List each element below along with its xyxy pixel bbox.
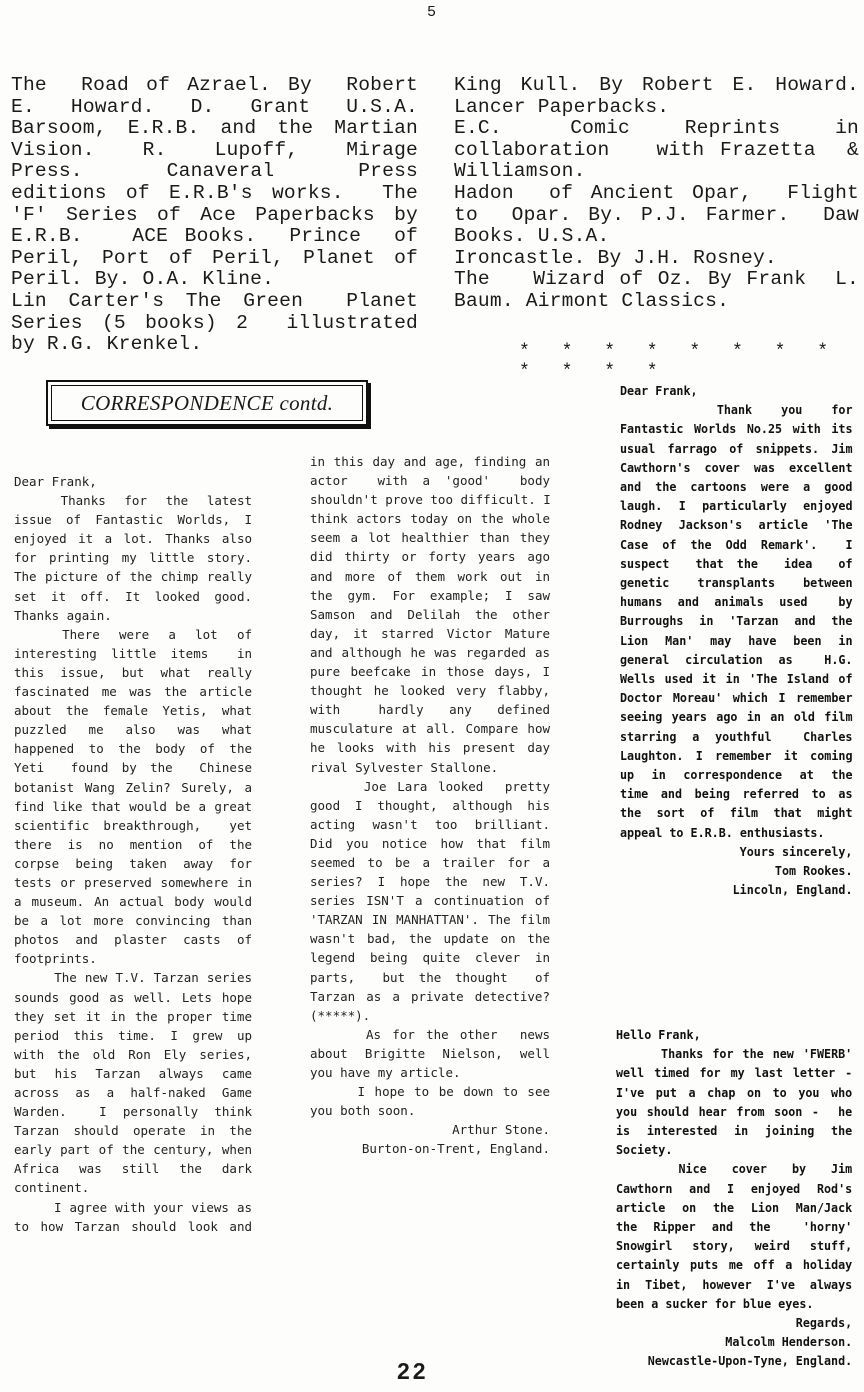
- letter-line: you both soon.: [310, 1103, 416, 1119]
- letter-line: seemed to be a trailer for a: [310, 854, 550, 870]
- letter-line: Yeti found by the Chinese: [14, 760, 252, 776]
- letter-line: acting wasn't too brilliant.: [310, 816, 550, 832]
- letter-line: laugh. I particularly enjoyed: [620, 498, 853, 514]
- letter-line: Thanks for the latest: [14, 493, 252, 509]
- booklist-line: 'F' Series of Ace Paperbacks by: [11, 203, 418, 226]
- letter-line: photos and plaster casts of: [14, 932, 252, 948]
- letter-malcolm-henderson: [616, 1025, 852, 1371]
- letter-line: Rodney Jackson's article 'The: [620, 517, 853, 533]
- letter-line: legend being quite clever in: [310, 950, 550, 966]
- letter-line: Samson and Delilah the other: [310, 606, 550, 622]
- letter-line: usual farrago of snippets. Jim: [620, 440, 853, 456]
- letter-line: issue of Fantastic Worlds, I: [14, 512, 252, 528]
- letter-line: period this time. I grew up: [14, 1027, 252, 1043]
- letter-line: tests or preserved somewhere in: [14, 874, 252, 890]
- letter-line: footprints.: [14, 951, 97, 967]
- letter-line: a museum. An actual body would: [14, 894, 252, 910]
- letter-line: and the cartoons were a good: [620, 479, 853, 495]
- letter-line: early part of the century, when: [14, 1142, 252, 1158]
- letter-line: is interested in joining the: [616, 1123, 853, 1139]
- letter-line: article on the Lion Man/Jack: [616, 1199, 853, 1215]
- letter-line: interesting little items in: [14, 645, 252, 661]
- booklist-line: Series (5 books) 2 illustrated: [11, 311, 418, 334]
- letter-line: pure beefcake in those days, I: [310, 664, 550, 680]
- letter-line: and more of them work out in: [310, 568, 550, 584]
- letter-line: rival Sylvester Stallone.: [310, 759, 499, 775]
- letter-line: Thanks for the new 'FWERB': [616, 1046, 853, 1062]
- letter-line: seem a lot healthier than they: [310, 530, 550, 546]
- letter-signature: Arthur Stone.: [452, 1122, 550, 1138]
- letter-line: 'TARZAN IN MANHATTAN'. The film: [310, 912, 550, 928]
- page-number-bottom: 22: [397, 1358, 429, 1384]
- letter-line: the Ripper and the 'horny': [616, 1219, 853, 1235]
- letter-line: for printing my little story.: [14, 550, 252, 566]
- letter-line: Dear Frank,: [14, 474, 97, 489]
- letter-line: humans and animals used by: [620, 594, 853, 610]
- letter-closing: Regards,: [795, 1315, 853, 1331]
- letter-line: this issue, but what really: [14, 664, 252, 680]
- letter-line: Nice cover by Jim: [616, 1161, 853, 1177]
- letter-line: musculature at all. Compare how: [310, 721, 550, 737]
- booklist-line: King Kull. By Robert E. Howard.: [454, 74, 859, 96]
- booklist-line: E.R.B. ACE Books. Prince of: [11, 225, 418, 248]
- letter-line: across as a half-naked Game: [14, 1085, 252, 1100]
- letter-line: Fantastic Worlds No.25 with its: [620, 421, 853, 437]
- letter-line: the gym. For example; I saw: [310, 587, 550, 603]
- booklist-line: Books. U.S.A.: [454, 225, 610, 248]
- booklist-line: Baum. Airmont Classics.: [454, 289, 730, 312]
- letter-line: Lion Man' may have been in: [620, 632, 853, 648]
- letter-line: The picture of the chimp really: [14, 569, 252, 585]
- letter-line: to how Tarzan should look and: [14, 1218, 252, 1234]
- letter-line: There were a lot of: [14, 626, 252, 642]
- letter-line: scientific breakthrough, yet: [14, 817, 252, 833]
- letter-line: suspect that the idea of: [620, 555, 853, 571]
- section-heading-box: [46, 380, 368, 426]
- booklist-line: by R.G. Krenkel.: [11, 333, 203, 356]
- booklist-line: Ironcastle. By J.H. Rosney.: [454, 246, 777, 269]
- letter-line: think actors today on the whole: [310, 511, 550, 527]
- page-number-top: 5: [427, 4, 437, 21]
- letter-line: Society.: [616, 1142, 673, 1158]
- letter-line: genetic transplants between: [620, 575, 853, 591]
- letter-line: parts, but the thought of: [310, 969, 550, 985]
- letter-line: you have my article.: [310, 1065, 461, 1080]
- letter-line: series ISN'T a continuation of: [310, 893, 550, 909]
- letter-arthur-column-2: [310, 452, 550, 1158]
- letter-line: continent.: [14, 1180, 90, 1196]
- letter-line: Did you notice how that film: [310, 835, 550, 851]
- booklist-right-column: [454, 75, 859, 313]
- booklist-line: Vision. R. Lupoff, Mirage: [11, 138, 418, 161]
- letter-line: Dear Frank,: [620, 383, 698, 398]
- booklist-line: Lancer Paperbacks.: [454, 95, 670, 118]
- letter-line: good I thought, although his: [310, 797, 550, 813]
- letter-line: Doctor Moreau' which I remember: [620, 690, 853, 706]
- letter-line: Tarzan as a private detective?: [310, 988, 550, 1004]
- letter-line: starring a youthful Charles: [620, 728, 853, 744]
- booklist-line: editions of E.R.B's works. The: [11, 181, 418, 204]
- letter-line: enjoyed it a lot. Thanks also: [14, 531, 252, 547]
- letter-line: the sort of film that might: [620, 805, 853, 821]
- letter-line: Joe Lara looked pretty: [310, 778, 550, 794]
- letter-line: Thanks again.: [14, 607, 112, 623]
- letter-line: puzzled me also was what: [14, 722, 252, 738]
- letter-line: with the old Ron Ely series,: [14, 1046, 252, 1062]
- letter-line: but his Tarzan always came: [14, 1065, 252, 1081]
- letter-line: The new T.V. Tarzan series: [14, 970, 252, 986]
- letter-line: Laughton. I remember it coming: [620, 747, 853, 763]
- letter-line: Cawthorn and I enjoyed Rod's: [616, 1180, 853, 1196]
- letter-line: Africa was still the dark: [14, 1161, 252, 1177]
- letter-line: I hope to be down to see: [310, 1084, 550, 1100]
- letter-line: thought he looked very flabby,: [310, 683, 550, 699]
- letter-line: fascinated me was the article: [14, 684, 252, 700]
- letter-line: wasn't bad, the update on the: [310, 931, 550, 947]
- booklist-line: E. Howard. D. Grant U.S.A.: [11, 95, 418, 118]
- letter-closing: Yours sincerely,: [739, 843, 853, 859]
- booklist-line: collaboration with Frazetta &: [454, 138, 859, 161]
- letter-line: Wells used it in 'The Island of: [620, 671, 853, 687]
- letter-line: certainly puts me off a holiday: [616, 1257, 853, 1273]
- letter-line: Thank you for: [620, 402, 853, 418]
- letter-arthur-column-1: [14, 472, 252, 1236]
- booklist-left-column: [11, 75, 418, 356]
- letter-line: in this day and age, finding an: [310, 454, 550, 469]
- letter-line: happened to the body of the: [14, 741, 252, 757]
- letter-line: about the female Yetis, what: [14, 703, 252, 719]
- letter-line: actor with a 'good' body: [310, 473, 550, 489]
- letter-line: be a lot more convincing than: [14, 913, 252, 929]
- letter-line: Hello Frank,: [616, 1027, 701, 1042]
- letter-line: I agree with your views as: [14, 1199, 252, 1215]
- booklist-line: Peril, Port of Peril, Planet of: [11, 246, 418, 269]
- letter-line: with hardly any defined: [310, 702, 550, 718]
- section-heading: CORRESPONDENCE contd.: [51, 385, 363, 421]
- letter-line: there is no mention of the: [14, 836, 252, 852]
- letter-line: appeal to E.R.B. enthusiasts.: [620, 824, 825, 840]
- letter-line: he looks with his present day: [310, 740, 550, 756]
- letter-location: Lincoln, England.: [732, 882, 853, 898]
- letter-line: corpse being taken away for: [14, 855, 252, 871]
- letter-line: Tarzan should operate in the: [14, 1123, 252, 1139]
- letter-line: and although he was regarded as: [310, 644, 550, 660]
- booklist-line: Lin Carter's The Green Planet: [11, 289, 418, 312]
- letter-line: seeing years ago in an old film: [620, 709, 853, 725]
- letter-signature: Malcolm Henderson.: [725, 1334, 853, 1350]
- letter-line: well timed for my last letter -: [616, 1065, 853, 1081]
- booklist-line: Peril. By. O.A. Kline.: [11, 268, 275, 291]
- letter-line: I've put a chap on to you who: [616, 1084, 853, 1100]
- letter-line: general circulation as H.G.: [620, 651, 853, 667]
- letter-line: Warden. I personally think: [14, 1104, 252, 1120]
- section-divider-stars: * * * * * * * * * * * *: [519, 342, 839, 382]
- letter-tom-rookes: [620, 381, 853, 899]
- booklist-line: Barsoom, E.R.B. and the Martian: [11, 117, 418, 140]
- letter-signature: Tom Rookes.: [774, 863, 853, 879]
- letter-line: up in correspondence at the: [620, 767, 853, 783]
- letter-line: (*****).: [310, 1007, 371, 1023]
- letter-line: in Tibet, however I've always: [616, 1276, 853, 1292]
- letter-line: shouldn't prove too difficult. I: [310, 492, 551, 508]
- letter-line: Burroughs in 'Tarzan and the: [620, 613, 853, 629]
- letter-line: As for the other news: [310, 1026, 550, 1042]
- letter-line: time and being referred to as: [620, 786, 853, 802]
- booklist-line: to Opar. By. P.J. Farmer. Daw: [454, 203, 859, 226]
- letter-line: find like that would be a great: [14, 798, 252, 814]
- booklist-line: Press. Canaveral Press: [11, 160, 418, 183]
- letter-line: Snowgirl story, weird stuff,: [616, 1238, 853, 1254]
- letter-line: been a sucker for blue eyes.: [616, 1295, 814, 1311]
- letter-line: day, it starred Victor Mature: [310, 625, 550, 641]
- letter-line: about Brigitte Nielson, well: [310, 1045, 550, 1061]
- letter-line: botanist Wang Zelin? Surely, a: [14, 779, 252, 795]
- booklist-line: E.C. Comic Reprints in: [454, 117, 859, 140]
- letter-line: did thirty or forty years ago: [310, 549, 550, 565]
- letter-location: Newcastle-Upon-Tyne, England.: [647, 1353, 853, 1369]
- letter-line: sounds good as well. Lets hope: [14, 989, 252, 1005]
- letter-line: set it off. It looked good.: [14, 588, 252, 604]
- letter-line: Cawthorn's cover was excellent: [620, 459, 853, 475]
- booklist-line: Hadon of Ancient Opar, Flight: [454, 181, 859, 204]
- booklist-line: The Wizard of Oz. By Frank L.: [454, 268, 859, 291]
- letter-line: they set it in the proper time: [14, 1008, 252, 1024]
- letter-line: series? I hope the new T.V.: [310, 874, 550, 890]
- letter-line: you should hear from soon - he: [616, 1103, 853, 1119]
- booklist-line: The Road of Azrael. By Robert: [11, 74, 418, 96]
- letter-location: Burton-on-Trent, England.: [361, 1141, 550, 1157]
- booklist-line: Williamson.: [454, 160, 586, 183]
- letter-line: Case of the Odd Remark'. I: [620, 536, 853, 552]
